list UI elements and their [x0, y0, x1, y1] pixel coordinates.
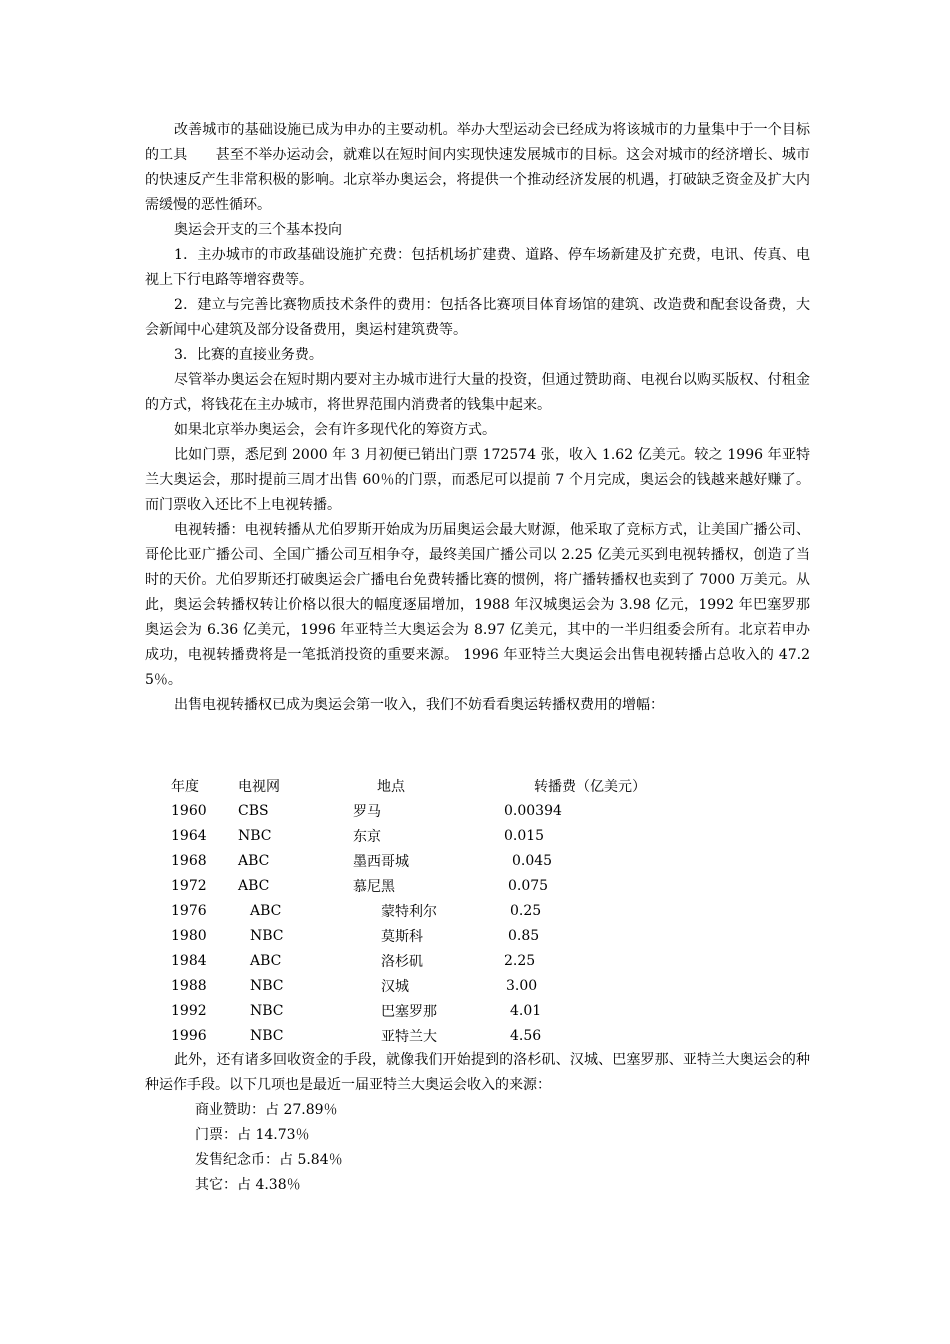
list-item: 2．建立与完善比赛物质技术条件的费用：包括各比赛项目体育场馆的建筑、改造费和配套设备费，大会新闻中心建筑及部分设备费用，奥运村建筑费等。	[145, 297, 810, 338]
document-page	[145, 118, 810, 1198]
table-row	[171, 998, 646, 1023]
cell-fee: 4.01	[510, 1002, 542, 1019]
list-item: 1．主办城市的市政基础设施扩充费：包括机场扩建费、道路、停车场新建及扩充费，电讯、传真、电视上下行电路等增容费等。	[145, 247, 810, 288]
body-paragraph: 尽管举办奥运会在短时期内要对主办城市进行大量的投资，但通过赞助商、电视台以购买版权、付租金的方式，将钱花在主办城市，将世界范围内消费者的钱集中起来。	[145, 372, 810, 413]
header-network: 电视网	[238, 778, 280, 795]
cell-location: 罗马	[353, 803, 381, 820]
cell-location: 莫斯科	[381, 928, 423, 945]
table-row	[171, 923, 646, 948]
table-row	[171, 848, 646, 873]
cell-year: 1988	[171, 977, 207, 994]
body-paragraph: 出售电视转播权已成为奥运会第一收入，我们不妨看看奥运转播权费用的增幅：	[174, 697, 664, 713]
list-item: 3．比赛的直接业务费。	[174, 347, 323, 363]
revenue-item: 商业赞助：占 27.89％	[195, 1102, 338, 1118]
header-fee: 转播费（亿美元）	[534, 778, 646, 795]
cell-year: 1968	[171, 852, 207, 869]
body-paragraph: 电视转播：电视转播从尤伯罗斯开始成为历届奥运会最大财源，他采取了竞标方式，让美国广播公司、哥伦比亚广播公司、全国广播公司互相争夺，最终美国广播公司以 2.25 亿美元买到电视转播权，创造了当时的天价。尤伯罗斯还打破奥运会广播电台免费转播比赛的惯例，将广播转播权也卖到了 7000 万美元。从此，奥运会转播权转让价格以很大的幅度逐届增加，1988 年汉城奥运会为 3.98 亿元，1992 年巴塞罗那奥运会为 6.36 亿美元，1996 年亚特兰大奥运会为 8.97 亿美元，其中的一半归组委会所有。北京若申办成功，电视转播费将是一笔抵消投资的重要来源。 1996 年亚特兰大奥运会出售电视转播占总收入的 47.25％。	[145, 522, 810, 688]
cell-fee: 0.075	[508, 877, 549, 894]
revenue-item: 门票：占 14.73％	[195, 1127, 310, 1143]
cell-location: 东京	[353, 828, 381, 845]
cell-fee: 0.85	[508, 927, 540, 944]
cell-year: 1972	[171, 877, 207, 894]
table-row	[171, 898, 646, 923]
intro-paragraph: 改善城市的基础设施已成为申办的主要动机。举办大型运动会已经成为将该城市的力量集中于一个目标的工具 甚至不举办运动会，就难以在短时间内实现快速发展城市的目标。这会对城市的经济增长、城市的快速反产生非常积极的影响。北京举办奥运会，将提供一个推动经济发展的机遇，打破缺乏资金及扩大内需缓慢的恶性循环。	[145, 122, 810, 213]
cell-year: 1996	[171, 1027, 207, 1044]
cell-fee: 0.045	[512, 852, 553, 869]
cell-location: 蒙特利尔	[381, 903, 437, 920]
cell-network: ABC	[238, 877, 270, 894]
cell-fee: 2.25	[504, 952, 536, 969]
revenue-item: 其它：占 4.38％	[195, 1177, 301, 1193]
cell-year: 1992	[171, 1002, 207, 1019]
cell-location: 巴塞罗那	[381, 1003, 437, 1020]
section-heading: 奥运会开支的三个基本投向	[174, 222, 342, 238]
cell-location: 亚特兰大	[381, 1028, 437, 1045]
body-paragraph: 如果北京举办奥运会，会有许多现代化的筹资方式。	[174, 422, 496, 438]
cell-fee: 0.25	[510, 902, 542, 919]
cell-network: ABC	[250, 902, 282, 919]
cell-network: NBC	[250, 927, 284, 944]
cell-fee: 0.015	[504, 827, 545, 844]
table-row	[171, 973, 646, 998]
cell-fee: 0.00394	[504, 802, 562, 819]
table-row	[171, 948, 646, 973]
cell-location: 墨西哥城	[353, 853, 409, 870]
broadcast-fee-table	[171, 773, 646, 1048]
table-header-row	[171, 773, 646, 798]
table-row	[171, 823, 646, 848]
cell-network: NBC	[250, 1002, 284, 1019]
cell-network: ABC	[238, 852, 270, 869]
cell-year: 1960	[171, 802, 207, 819]
header-location: 地点	[377, 778, 405, 795]
table-row	[171, 798, 646, 823]
revenue-item: 发售纪念币：占 5.84％	[195, 1152, 343, 1168]
cell-network: NBC	[238, 827, 272, 844]
cell-network: NBC	[250, 977, 284, 994]
cell-network: NBC	[250, 1027, 284, 1044]
header-year: 年度	[171, 778, 199, 795]
cell-location: 汉城	[381, 978, 409, 995]
body-paragraph: 此外，还有诸多回收资金的手段，就像我们开始提到的洛杉矶、汉城、巴塞罗那、亚特兰大奥运会的种种运作手段。以下几项也是最近一届亚特兰大奥运会收入的来源：	[145, 1052, 810, 1093]
table-row	[171, 1023, 646, 1048]
cell-network: CBS	[238, 802, 269, 819]
cell-year: 1980	[171, 927, 207, 944]
spacer	[145, 718, 810, 773]
body-paragraph: 比如门票，悉尼到 2000 年 3 月初便已销出门票 172574 张，收入 1.62 亿美元。较之 1996 年亚特兰大奥运会，那时提前三周才出售 60％的门票，而悉尼可以提前 7 个月完成，奥运会的钱越来越好赚了。而门票收入还比不上电视转播。	[145, 447, 810, 513]
cell-year: 1976	[171, 902, 207, 919]
table-row	[171, 873, 646, 898]
cell-location: 慕尼黑	[353, 878, 395, 895]
cell-year: 1984	[171, 952, 207, 969]
cell-fee: 4.56	[510, 1027, 542, 1044]
cell-year: 1964	[171, 827, 207, 844]
cell-fee: 3.00	[506, 977, 538, 994]
cell-location: 洛杉矶	[381, 953, 423, 970]
cell-network: ABC	[250, 952, 282, 969]
